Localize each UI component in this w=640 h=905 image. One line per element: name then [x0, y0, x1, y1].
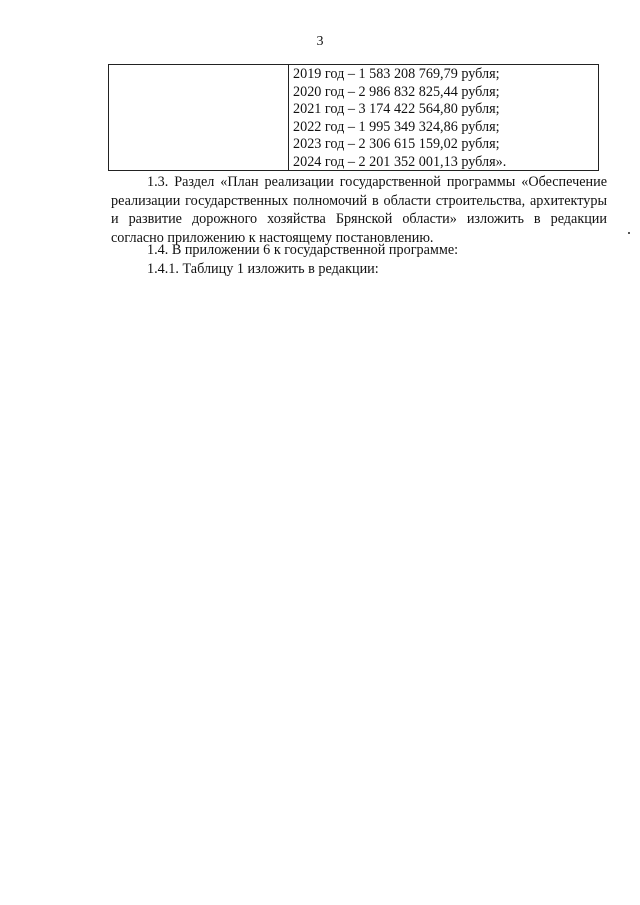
paragraph-1-3-container	[111, 173, 607, 247]
funding-line-2022: 2022 год – 1 995 349 324,86 рубля;	[293, 118, 500, 135]
funding-line-2024: 2024 год – 2 201 352 001,13 рубля».	[293, 153, 507, 170]
margin-scan-mark	[628, 232, 630, 234]
paragraph-1-3: 1.3. Раздел «План реализации государственной программы «Обеспечение реализации государственных полномочий в области строительства, архитектуры и развитие дорожного хозяйства Брянской области» изложить в редакции согласно приложению к настоящему постановлению.	[111, 174, 607, 246]
funding-table	[108, 64, 599, 171]
paragraph-1-4: 1.4. В приложении 6 к государственной программе:	[147, 242, 459, 258]
funding-line-2021: 2021 год – 3 174 422 564,80 рубля;	[293, 101, 500, 117]
page-number: 3	[316, 34, 324, 49]
funding-line-2020: 2020 год – 2 986 832 825,44 рубля;	[293, 83, 500, 100]
paragraph-1-4-1: 1.4.1. Таблицу 1 изложить в редакции:	[147, 261, 379, 277]
funding-table-empty-cell	[109, 65, 289, 170]
funding-line-2019: 2019 год – 1 583 208 769,79 рубля;	[293, 66, 500, 82]
funding-line-2023: 2023 год – 2 306 615 159,02 рубля;	[293, 136, 500, 152]
funding-table-values-cell	[289, 65, 598, 170]
